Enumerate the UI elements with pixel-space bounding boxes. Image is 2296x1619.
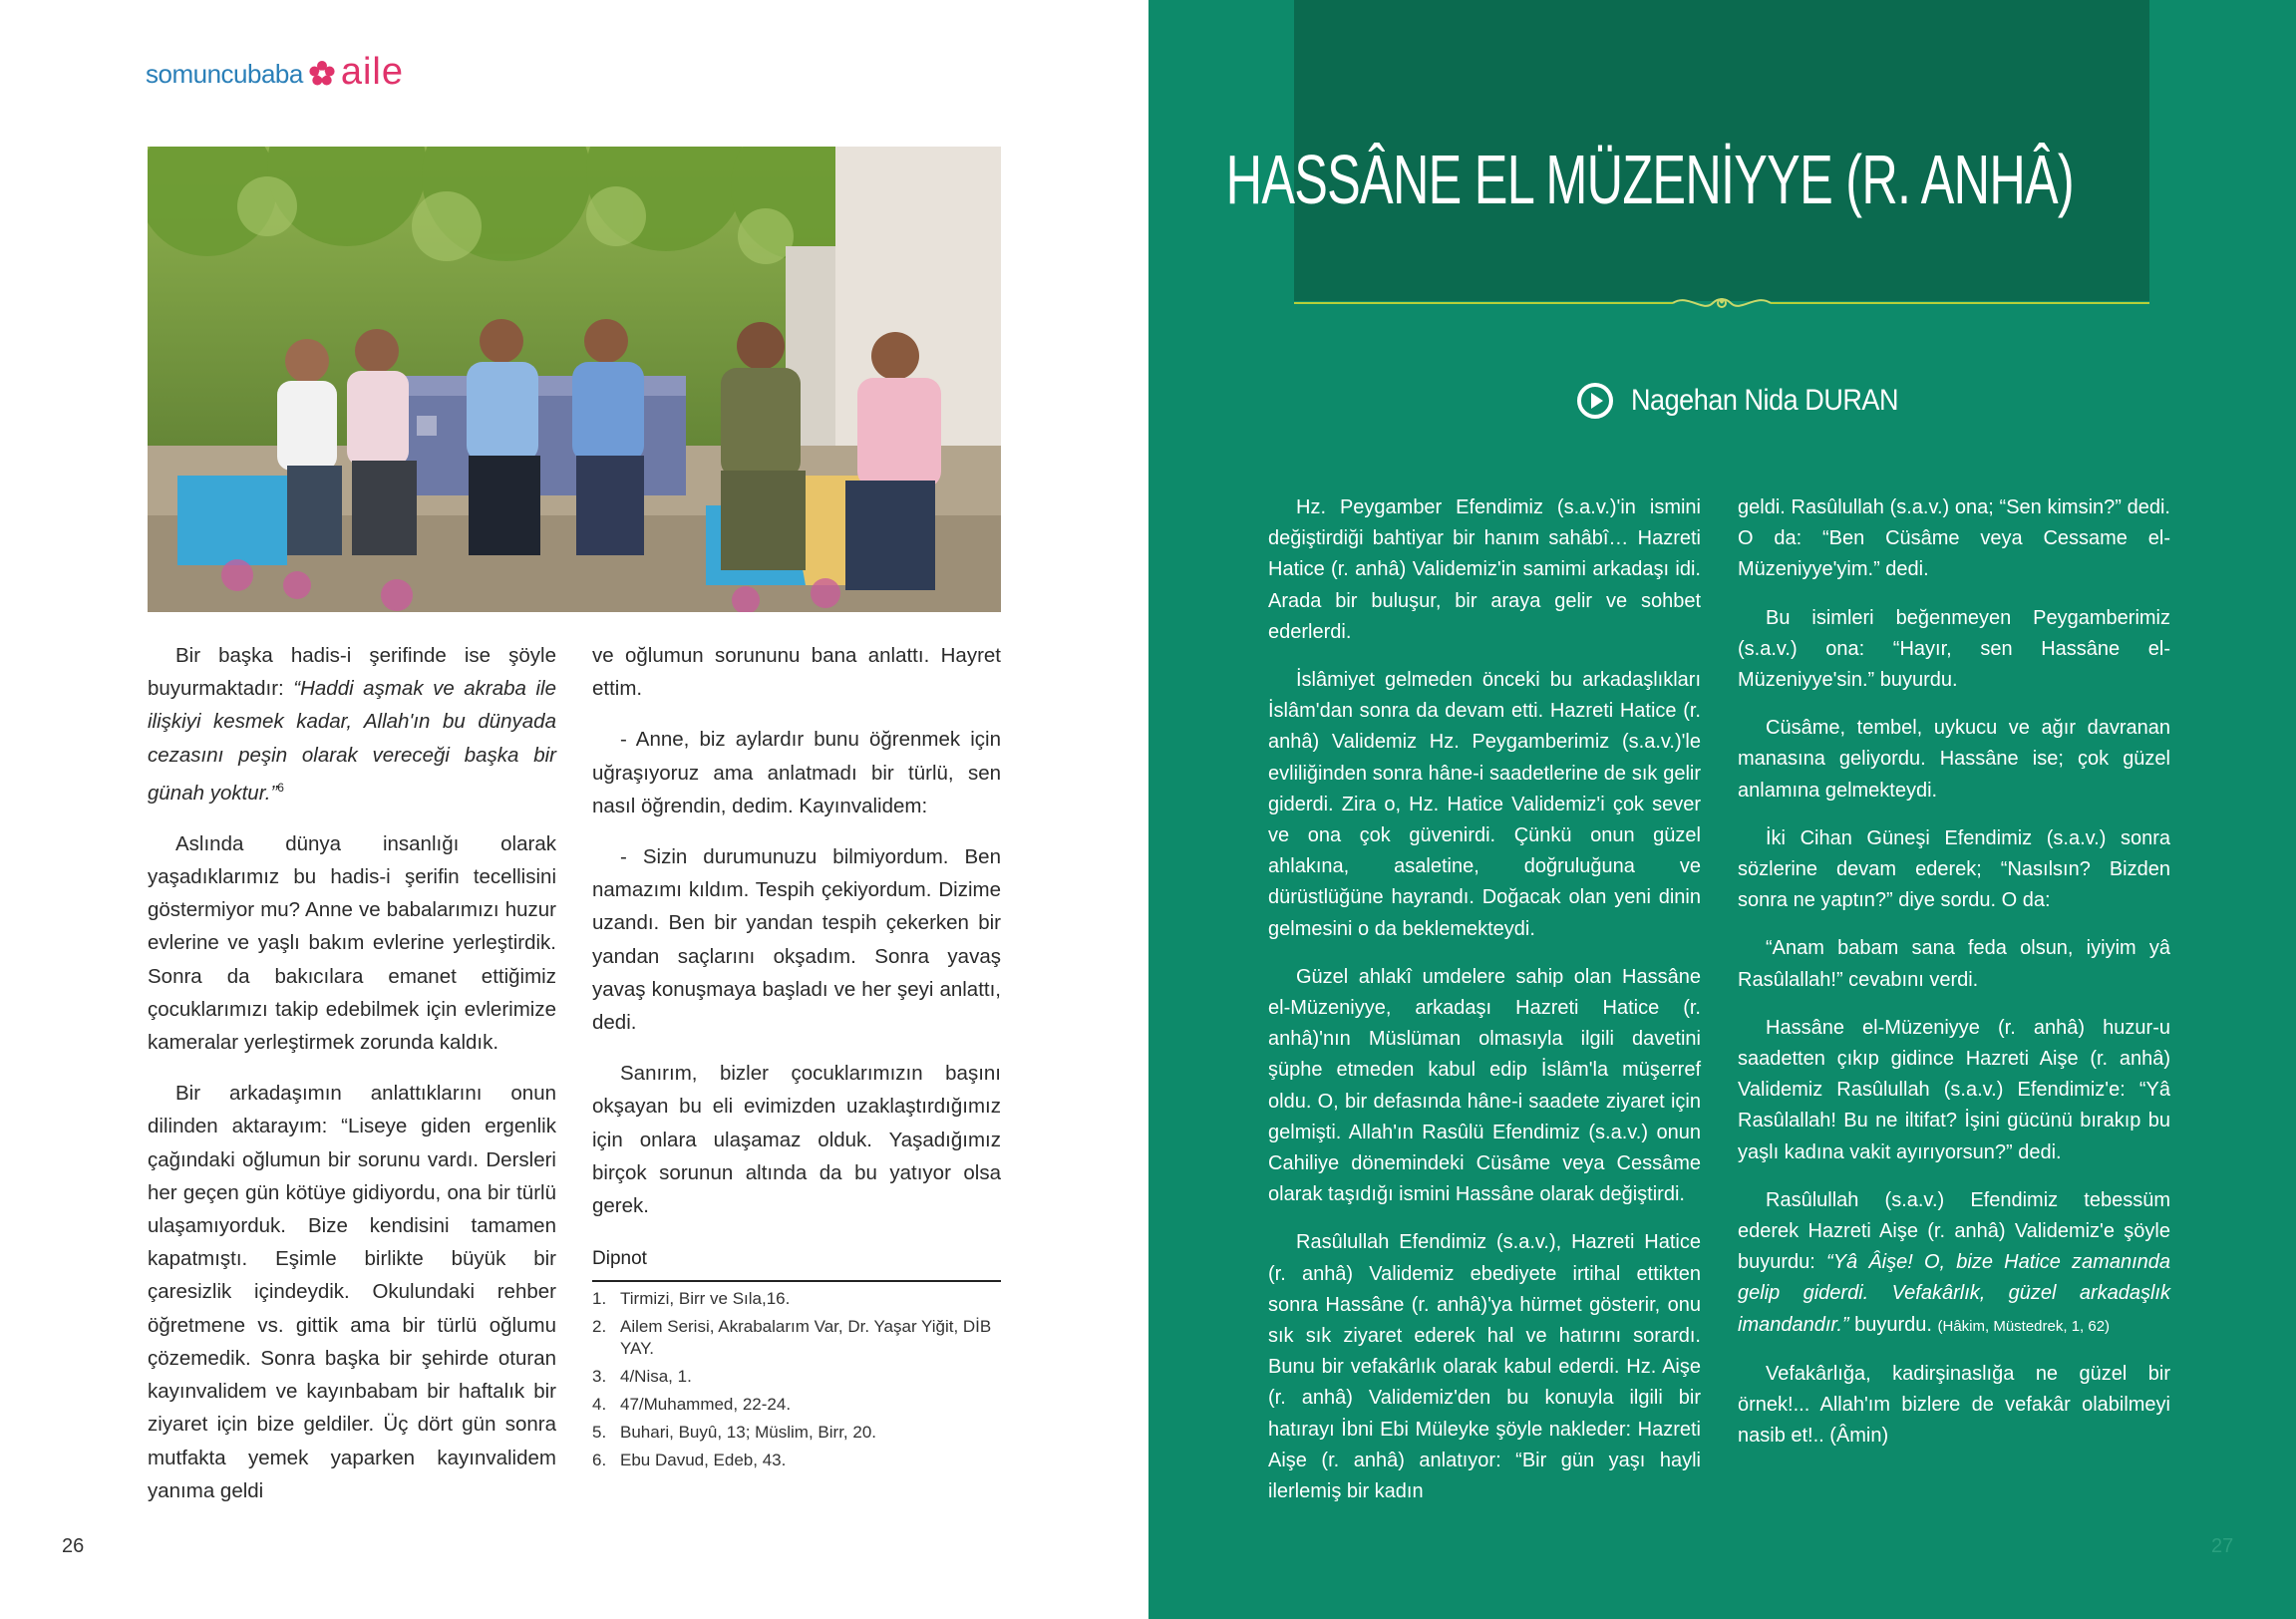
right-column-2 bbox=[1738, 492, 2170, 1468]
footnote-text: 47/Muhammed, 22-24. bbox=[620, 1395, 792, 1414]
footnote-text: Ailem Serisi, Akrabalarım Var, Dr. Yaşar Yiğit, DİB YAY. bbox=[620, 1317, 992, 1358]
paragraph: Bu isimleri beğenmeyen Peygamberimiz (s.a.v.) ona: “Hayır, sen Hassâne el-Müzeniyye'sin.” buyurdu. bbox=[1738, 606, 2170, 692]
author-name: Nagehan Nida DURAN bbox=[1631, 384, 1899, 417]
footnote-item bbox=[592, 1422, 1001, 1444]
title-box bbox=[1225, 0, 2149, 301]
footnote-item bbox=[592, 1316, 1001, 1360]
paragraph: Vefakârlığa, kadirşinaslığa ne güzel bir örnek!... Allah'ım bizlere de vefakâr olabilmeyi nasib et!.. (Âmin) bbox=[1738, 1362, 2170, 1448]
title-wrap bbox=[1225, 140, 2183, 219]
left-column-1 bbox=[148, 639, 556, 1525]
paragraph-text: Rasûlullah (s.a.v.) Efendimiz tebessüm ederek Hazreti Aişe (r. anhâ) Validemiz'e şöyle buyurdu: bbox=[1738, 1188, 2170, 1274]
paragraph: Cüsâme, tembel, uykucu ve ağır davranan manasına geliyordu. Hassâne ise; çok güzel anlamına gelmekteydi. bbox=[1738, 717, 2170, 802]
magazine-logo bbox=[146, 50, 404, 98]
footnotes-list bbox=[592, 1288, 1001, 1477]
footnote-text: Tirmizi, Birr ve Sıla,16. bbox=[620, 1289, 791, 1308]
paragraph bbox=[148, 639, 556, 810]
paragraph: Güzel ahlakî umdelere sahip olan Hassâne el-Müzeniyye, arkadaşı Hazreti Hatice (r. anhâ)'nın Müslüman olmasıyla ilgili davetini şüphe etmeden kabul edip İslâm'la müşerref oldu. O, bir defasında hâne-i saadete ziyaret için gelmişti. Allah'ın Rasûlü Efendimiz (s.a.v.) onun Cahiliye dönemindeki Cüsâme veya Cessâme olarak taşıdığı ismini Hassâne olarak değiştirdi. bbox=[1268, 965, 1701, 1206]
paragraph: “Anam babam sana feda olsun, iyiyim yâ Rasûlallah!” cevabını verdi. bbox=[1738, 937, 2170, 991]
ornament-divider-icon bbox=[1294, 295, 2149, 311]
paragraph: geldi. Rasûlullah (s.a.v.) ona; “Sen kimsin?” dedi. O da: “Ben Cüsâme veya Cessame el-Müzeniyye'yim.” dedi. bbox=[1738, 496, 2170, 581]
hadith-quote: “Haddi aşmak ve akraba ile ilişkiyi kesmek kadar, Allah'ın bu dünyada cezasını peşin olarak vereceği başka bir günah yoktur.” bbox=[148, 677, 556, 805]
logo-text-somuncubaba: somuncubaba bbox=[146, 58, 303, 89]
footnotes-divider bbox=[592, 1280, 1001, 1282]
footnote-item bbox=[592, 1450, 1001, 1471]
footnote-text: Buhari, Buyû, 13; Müslim, Birr, 20. bbox=[620, 1423, 876, 1442]
paragraph: Hz. Peygamber Efendimiz (s.a.v.)'in ismini değiştirdiği bahtiyar bir hanım sahâbî… Hazreti Hatice (r. anhâ) Validemiz'in samimi arkadaşı idi. Arada bir buluşur, bir araya gelir ve sohbet ederlerdi. bbox=[1268, 496, 1701, 643]
page-number-left: 26 bbox=[62, 1535, 85, 1557]
photo-people-sitting-in-garden bbox=[148, 147, 1001, 612]
flower-icon bbox=[307, 59, 337, 89]
paragraph: - Anne, biz aylardır bunu öğrenmek için uğraşıyoruz ama anlatmadı bir türlü, sen nasıl öğrendin, dedim. Kayınvalidem: bbox=[592, 728, 1001, 817]
page-number-right: 27 bbox=[2211, 1535, 2234, 1557]
footnote-ref: 6 bbox=[277, 780, 284, 795]
paragraph bbox=[1738, 1185, 2170, 1342]
paragraph: ve oğlumun sorununu bana anlattı. Hayret ettim. bbox=[592, 644, 1001, 701]
footnote-number: 2. bbox=[592, 1317, 607, 1336]
footnote-item bbox=[592, 1288, 1001, 1310]
footnote-number: 1. bbox=[592, 1289, 607, 1308]
footnote-item bbox=[592, 1366, 1001, 1388]
paragraph: - Sizin durumunuzu bilmiyordum. Ben namazımı kıldım. Tespih çekiyordum. Dizime uzandı. Ben bir yandan tespih çekerken bir yandan saçlarını okşadım. Sonra yavaş yavaş konuşmaya başladı ve her şeyi anlattı, dedi. bbox=[592, 845, 1001, 1035]
paragraph-text: buyurdu. bbox=[1848, 1313, 1932, 1336]
paragraph: Sanırım, bizler çocuklarımızın başını okşayan bu eli evimizden uzaklaştırdığımız için onlara ulaşamaz olduk. Yaşadığımız birçok sorunun altında da bu yatıyor olsa gerek. bbox=[592, 1062, 1001, 1218]
play-circle-icon bbox=[1575, 381, 1615, 421]
footnote-text: Ebu Davud, Edeb, 43. bbox=[620, 1451, 787, 1469]
article-title: HASSÂNE EL MÜZENİYYE (R. ANHÂ) bbox=[1225, 141, 2074, 218]
footnote-number: 6. bbox=[592, 1451, 607, 1469]
footnote-item bbox=[592, 1394, 1001, 1416]
logo-text-aile: aile bbox=[340, 50, 404, 93]
paragraph: Rasûlullah Efendimiz (s.a.v.), Hazreti Hatice (r. anhâ) Validemiz ebediyete irtihal ettikten sonra Hassâne (r. anhâ)'ya hürmet gösterir, onu sık sık ziyaret ederek hal ve hatırını sorardı. Bunu bir vefakârlık olarak kabul ederdi. Hz. Aişe (r. anhâ) Validemiz'den bu konuyla ilgili bir hatırayı İbni Ebi Müleyke şöyle nakleder: Hazreti Aişe (r. anhâ) anlatıyor: “Bir gün yaşı hayli ilerlemiş bir kadın bbox=[1268, 1231, 1701, 1503]
author-byline bbox=[1575, 381, 1928, 421]
footnote-number: 4. bbox=[592, 1395, 607, 1414]
footnote-number: 3. bbox=[592, 1367, 607, 1386]
paragraph: Aslında dünya insanlığı olarak yaşadıklarımız bu hadis-i şerifin tecellisini göstermiyor mu? Anne ve babalarımızı huzur evlerine ve yaşlı bakım evlerine yerleştirdik. Sonra da bakıcılara emanet ettiğimiz çocuklarımızı takip edebilmek için evlerimize kameralar yerleştirmek zorunda kaldık. bbox=[148, 831, 556, 1055]
right-column-1 bbox=[1268, 492, 1701, 1524]
garden-photo-illustration bbox=[148, 147, 1001, 612]
paragraph: İslâmiyet gelmeden önceki bu arkadaşlıkları İslâm'dan sonra da devam etti. Hazreti Hatice (r. anhâ) Validemiz Hz. Peygamberimiz (s.a.v.)'le evliliğinden sonra hâne-i saadetlerine de sık gelir giderdi. Zira o, Hz. Hatice Validemiz'i çok sever ve ona çok güvenirdi. Çünkü onun güzel ahlakına, asaletine, doğruluğuna ve dürüstlüğüne hayrandı. Doğacak olan yeni dinin gelmesini o da beklemekteydi. bbox=[1268, 669, 1701, 940]
hadith-quote: “Yâ Âişe! O, bize Hatice zamanında gelip giderdi. Vefakârlık, güzel arkadaşlık imandandır.” bbox=[1738, 1251, 2170, 1336]
paragraph: Hassâne el-Müzeniyye (r. anhâ) huzur-u saadetten çıkıp gidince Hazreti Aişe (r. anhâ) Validemiz Rasûlullah (s.a.v.) Efendimiz'e: “Yâ Rasûlallah! Bu ne iltifat? İşini gücünü bırakıp bu yaşlı kadına vakit ayırıyorsun?” dedi. bbox=[1738, 1016, 2170, 1163]
paragraph: İki Cihan Güneşi Efendimiz (s.a.v.) sonra sözlerine devam ederek; “Nasılsın? Bizden sonra ne yaptın?” diye sordu. O da: bbox=[1738, 826, 2170, 912]
paragraph-text: Bir başka hadis-i şerifinde ise şöyle buyurmaktadır: bbox=[148, 644, 556, 701]
paragraph: Bir arkadaşımın anlattıklarını onun dilinden aktarayım: “Liseye giden ergenlik çağındaki oğlumun bir sorunu vardı. Dersleri her geçen gün kötüye gidiyordu, ona bir türlü ulaşamıyorduk. Bize kendisini tamamen kapatmıştı. Eşimle birlikte büyük bir çaresizlik içindeydik. Okulundaki rehber öğretmene vs. gittik ama bir türlü oğlumu çözemedik. Sonra başka bir şehirde oturan kayınvalidem ve kayınbabam bir haftalık bir ziyaret için bize geldiler. Üç dört gün sonra mutfakta yemek yaparken kayınvalidem yanıma geldi bbox=[148, 1082, 556, 1502]
left-column-2 bbox=[592, 639, 1001, 1240]
source-citation: (Hâkim, Müstedrek, 1, 62) bbox=[1937, 1317, 2111, 1335]
footnote-text: 4/Nisa, 1. bbox=[620, 1367, 692, 1386]
footnote-number: 5. bbox=[592, 1423, 607, 1442]
footnotes-title: Dipnot bbox=[592, 1248, 647, 1269]
